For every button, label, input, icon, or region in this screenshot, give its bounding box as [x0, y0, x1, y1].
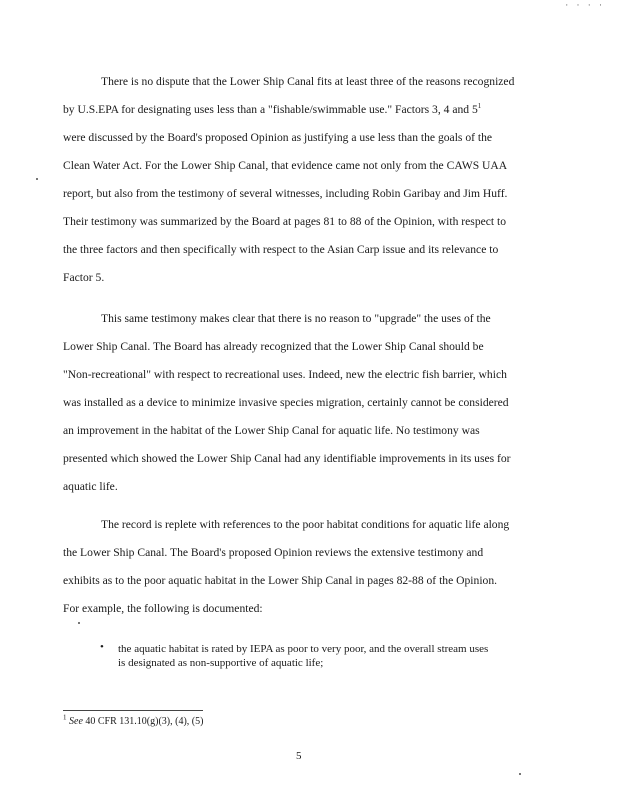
paragraph-line: This same testimony makes clear that there is no reason to "upgrade" the uses of the — [101, 312, 491, 325]
paragraph-2 — [63, 305, 533, 501]
paragraph-line: report, but also from the testimony of several witnesses, including Robin Garibay and Jim Huff. — [63, 187, 508, 200]
paragraph-line: For example, the following is documented: — [63, 602, 263, 615]
bullet-icon: • — [100, 641, 104, 653]
paragraph-3 — [63, 511, 533, 623]
page-number: 5 — [296, 750, 302, 762]
paragraph-line: by U.S.EPA for designating uses less than a "fishable/swimmable use." Factors 3, 4 and $5^1$ — [63, 102, 482, 116]
paragraph-1 — [63, 68, 533, 292]
paragraph-line: There is no dispute that the Lower Ship Canal fits at least three of the reasons recognized — [101, 75, 515, 88]
corner-mark: · · · · — [565, 0, 605, 10]
footnote — [63, 713, 204, 727]
scan-speck — [519, 773, 521, 775]
paragraph-line: The record is replete with references to the poor habitat conditions for aquatic life along — [101, 518, 510, 531]
paragraph-line: an improvement in the habitat of the Lower Ship Canal for aquatic life. No testimony was — [63, 424, 480, 437]
paragraph-line: the three factors and then specifically with respect to the Asian Carp issue and its relevance to — [63, 243, 499, 256]
bullet-line: is designated as non-supportive of aquatic life; — [118, 657, 324, 669]
scan-speck — [36, 178, 38, 180]
paragraph-line: the Lower Ship Canal. The Board's proposed Opinion reviews the extensive testimony and — [63, 546, 484, 559]
paragraph-line: presented which showed the Lower Ship Canal had any identifiable improvements in its uses for — [63, 452, 511, 465]
footnote-text: 40 CFR 131.10(g)(3), (4), (5) — [82, 716, 204, 727]
footnote-marker: 1 — [63, 713, 67, 722]
scan-speck — [78, 622, 80, 624]
paragraph-line: were discussed by the Board's proposed Opinion as justifying a use less than the goals of the — [63, 131, 493, 144]
bullet-item — [118, 642, 538, 670]
paragraph-line: exhibits as to the poor aquatic habitat in the Lower Ship Canal in pages 82-88 of the Opinion. — [63, 574, 498, 587]
bullet-line: the aquatic habitat is rated by IEPA as poor to very poor, and the overall stream uses — [118, 643, 489, 655]
footnote-reference: 1 — [477, 102, 482, 111]
paragraph-line: Factor 5. — [63, 271, 105, 284]
paragraph-line: "Non-recreational" with respect to recreational uses. Indeed, new the electric fish barrier, which — [63, 368, 507, 381]
paragraph-line: aquatic life. — [63, 480, 118, 493]
footnote-divider — [63, 710, 203, 711]
paragraph-line: Clean Water Act. For the Lower Ship Canal, that evidence came not only from the CAWS UAA — [63, 159, 508, 172]
paragraph-line: Lower Ship Canal. The Board has already recognized that the Lower Ship Canal should be — [63, 340, 484, 353]
paragraph-line: Their testimony was summarized by the Board at pages 81 to 88 of the Opinion, with respect to — [63, 215, 507, 228]
paragraph-line: was installed as a device to minimize invasive species migration, certainly cannot be considered — [63, 396, 509, 409]
footnote-cite-signal: See — [69, 716, 83, 727]
